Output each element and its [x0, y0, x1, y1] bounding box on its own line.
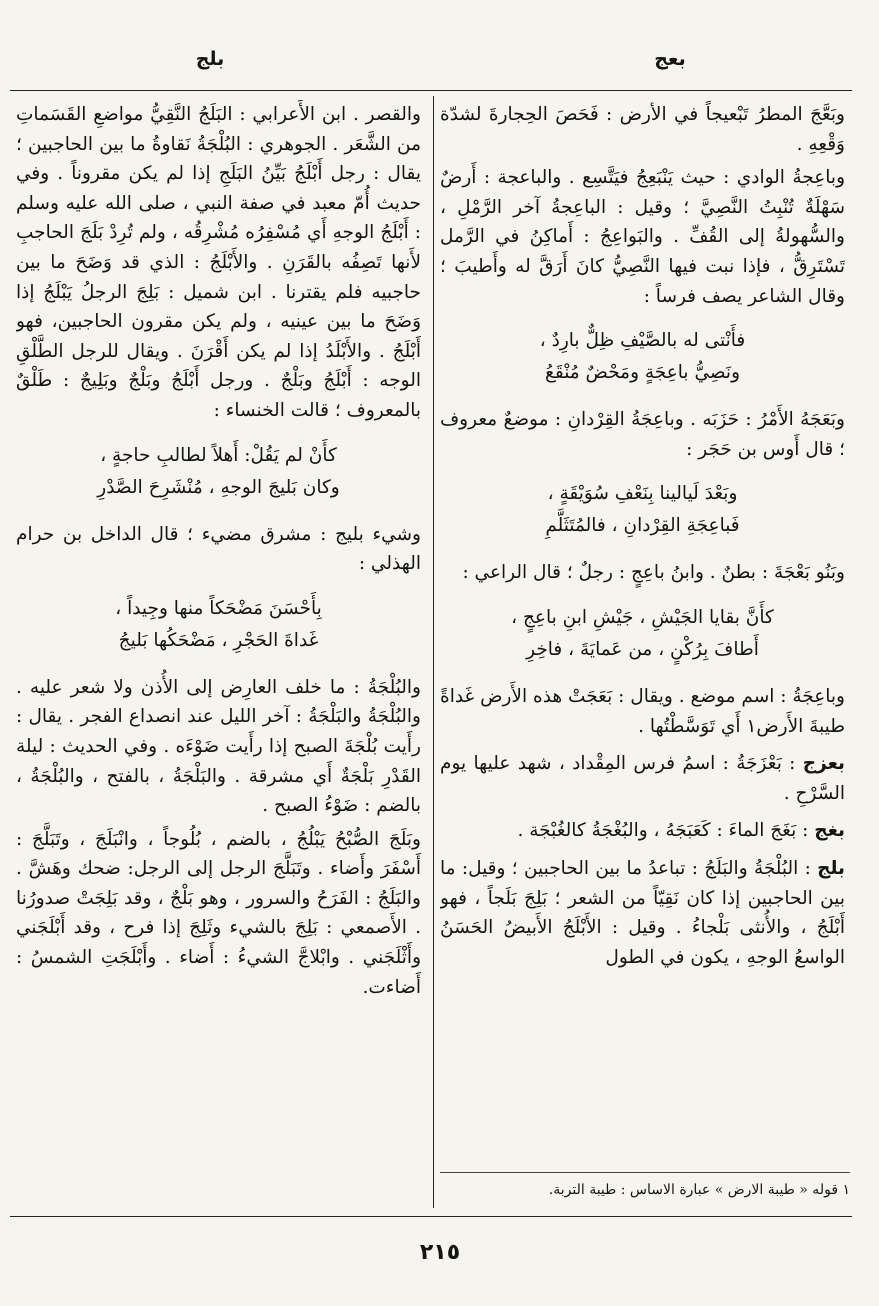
entry-text: : بَغَجَ الماءَ : كَعَبَجَهُ ، والبُغْجَةُ كالغُبْجَة .: [517, 820, 809, 842]
paragraph: وبَلَجَ الصُّبْحُ يَبْلُجُ ، بالضم ، بُلُوجاً ، وانْبَلَجَ ، وتَبَلَّجَ : أَسْفَرَ وأَضاء . وتَبَلَّجَ الرجل إلى الرجل: ضحك وهَشَّ . والبَلَجُ : الفَرَحُ والسرور ، وهو بَلْجٌ ، وقد بَلِجَتْ صدورُنا . الأَصمعي : بَلِجَ بالشيء وثَلِجَ إذا فرح ، وقد أَبْلَجَني وأَثْلَجَني . وابْلاجَّ الشيءُ : أَضاء . وأَبْلَجَتِ الشمسُ : أَضاءت.: [16, 828, 421, 998]
verse-line: غَداةَ الحَجْرِ ، مَضْحَكُها بَليجُ: [118, 629, 319, 651]
verse: [16, 440, 421, 504]
entry-text: : البُلْجَةُ والبَلَجُ : تباعدُ ما بين الحاجبين ؛ وقيل: ما بين الحاجبين إذا كان نَقِيّاً من الشعر ؛ بَلِجَ بَلَجاً ، فهو أَبْلَجُ ، والأُنثى بَلْجاءُ . وقيل : الأَبْلَجُ الأَبيضُ الحَسَنُ الواسعُ الوجهِ ، يكون في الطول: [440, 857, 845, 968]
footer-rule: [10, 1216, 852, 1217]
entry-headword: بلج: [817, 857, 845, 879]
paragraph: والقصر . ابن الأَعرابي : البَلَجُ النَّقِيُّ مواضعِ القَسَماتِ من الشَّعَر . الجوهري : البُلْجَةُ نَقاوةُ ما بين الحاجبين ؛ يقال : رجل أَبْلَجُ بَيِّنُ البَلَجِ إذا لم يكن مقروناً . وفي حديث أُمّ معبد في صفة النبي ، صلى الله عليه وسلم : أَبْلَجُ الوجهِ أَي مُسْفِرُه مُشْرِقُه ، ولم تُرِدْ بَلَجَ الحاجبِ لأَنها تَصِفُه بالقَرَنِ . والأَبْلَجُ : الذي قد وَضَحَ ما بين حاجبيه فلم يقترنا . ابن شميل : بَلِجَ الرجلُ يَبْلَجُ إذا وَضَحَ ما بين عينيه ، ولم يكن مقرون الحاجبين، فهو أَبْلَجُ . والأَبْلَدُ إذا لم يكن أَقْرَنَ . ويقال للرجل الطَّلْقِ الوجه : أَبْلَجُ وبَلْجٌ . ورجل أَبْلَجُ وبَلْجٌ وبَلِيجٌ : طَلْقٌ بالمعروف ؛ قالت الخنساء :: [16, 104, 421, 421]
entry-headword: بعزج: [802, 753, 845, 775]
left-column: [16, 100, 421, 1205]
right-column: [440, 100, 845, 1205]
paragraph: وبَعَجَهُ الأَمْرُ : حَزَبَه . وباعِجَةُ القِرْدانِ : موضعٌ معروف ؛ قال أَوس بن حَجَر :: [440, 409, 845, 460]
running-headword-left: بلج: [195, 48, 225, 70]
entry-bazj: [440, 749, 845, 808]
entry-bghj: [440, 816, 845, 846]
verse-line: بِأَحْسَنَ مَضْحَكاً منها وجِيداً ،: [115, 597, 322, 619]
verse-line: كأَنَّ بقايا الجَيْشِ ، جَيْشِ ابنِ باعِجٍ ،: [511, 606, 774, 628]
footnote-rule: [440, 1172, 850, 1173]
paragraph: وباعِجَةُ : اسم موضع . ويقال : بَعَجَتْ هذه الأَرض غَداةً طيبةَ الأَرض١ أَي تَوَسَّطْتُها .: [440, 685, 845, 737]
paragraph: وبَعَّجَ المطرُ تَبْعيجاً في الأرض : فَحَصَ الحِجارةَ لشدّة وَقْعِهِ .: [440, 104, 845, 155]
verse: [440, 602, 845, 666]
header-rule: [10, 90, 852, 91]
paragraph: وباعِجةُ الوادي : حيث يَنْبَعِجُ فيَتَّسِع . والباعجة : أَرضٌ سَهْلَةٌ تُنْبِتُ النَّصِيَّ ؛ وقيل : الباعِجةُ آخر الرَّمْلِ ، والسُّهولةُ إلى القُفِّ . والبَواعِجُ : أَماكِنُ في الرَّمل تَسْتَرِقُّ ، فإذا نبت فيها النَّصِيُّ كانَ أَرَقَّ له وأَطيبَ ؛ وقال الشاعر يصف فرساً :: [440, 167, 845, 307]
verse-line: فَباعِجَةِ القِرْدانِ ، فالمُتَثَلَّمِ: [545, 515, 740, 537]
verse-line: فأَنْتى له بالصَّيْفِ ظِلٌّ بارِدٌ ،: [539, 330, 746, 352]
verse: [16, 593, 421, 657]
verse-line: كأَنْ لم يَقُلْ: أَهلاً لطالبِ حاجةٍ ،: [100, 444, 337, 466]
paragraph: والبُلْجَةُ : ما خلف العارِض إلى الأُذن ولا شعر عليه . والبُلْجَةُ والبَلْجَةُ : آخر الليل عند انصداع الفجر . يقال : رأَيت بُلْجَةَ الصبح إذا رأَيت ضَوْءَه . وفي الحديث : ليلة القَدْرِ بَلْجَةٌ أَي مشرقة . والبَلْجَةُ ، بالفتح ، والبُلْجَةُ ، بالضم : ضَوْءُ الصبح .: [16, 676, 421, 817]
verse-line: ونَصِيُّ باعِجَةٍ ومَحْضٌ مُنْقَعُ: [544, 362, 741, 384]
verse-line: وبَعْدَ لَيالينا بِنَعْفِ سُوَيْقَةٍ ،: [547, 483, 738, 505]
entry-headword: بغج: [814, 820, 845, 842]
running-headword-right: بعج: [654, 48, 686, 70]
page-number: ٢١٥: [419, 1240, 461, 1265]
verse: [440, 478, 845, 542]
entry-text: : بَعْزَجَةُ : اسمُ فرس المِقْداد ، شهد عليها يوم السَّرْحِ .: [440, 753, 845, 804]
verse: [440, 325, 845, 389]
column-divider: [433, 96, 434, 1208]
verse-line: أَطافَ بِرُكْنٍ ، من عَمايَةَ ، فاخِرِ: [526, 638, 759, 660]
entry-balj: [440, 854, 845, 972]
footnote: ١ قوله « طيبة الارض » عبارة الاساس : طيبة التربة.: [548, 1182, 850, 1198]
paragraph: وشيء بليج : مشرق مضيء ؛ قال الداخل بن حرام الهذلي :: [16, 523, 421, 575]
verse-line: وكان بَليجَ الوجهِ ، مُنْشَرِحَ الصَّدْرِ: [97, 476, 340, 498]
paragraph: وبَنُو بَعْجَةَ : بطنٌ . وابنُ باعِجٍ : رجلٌ ؛ قال الراعي :: [462, 562, 845, 584]
